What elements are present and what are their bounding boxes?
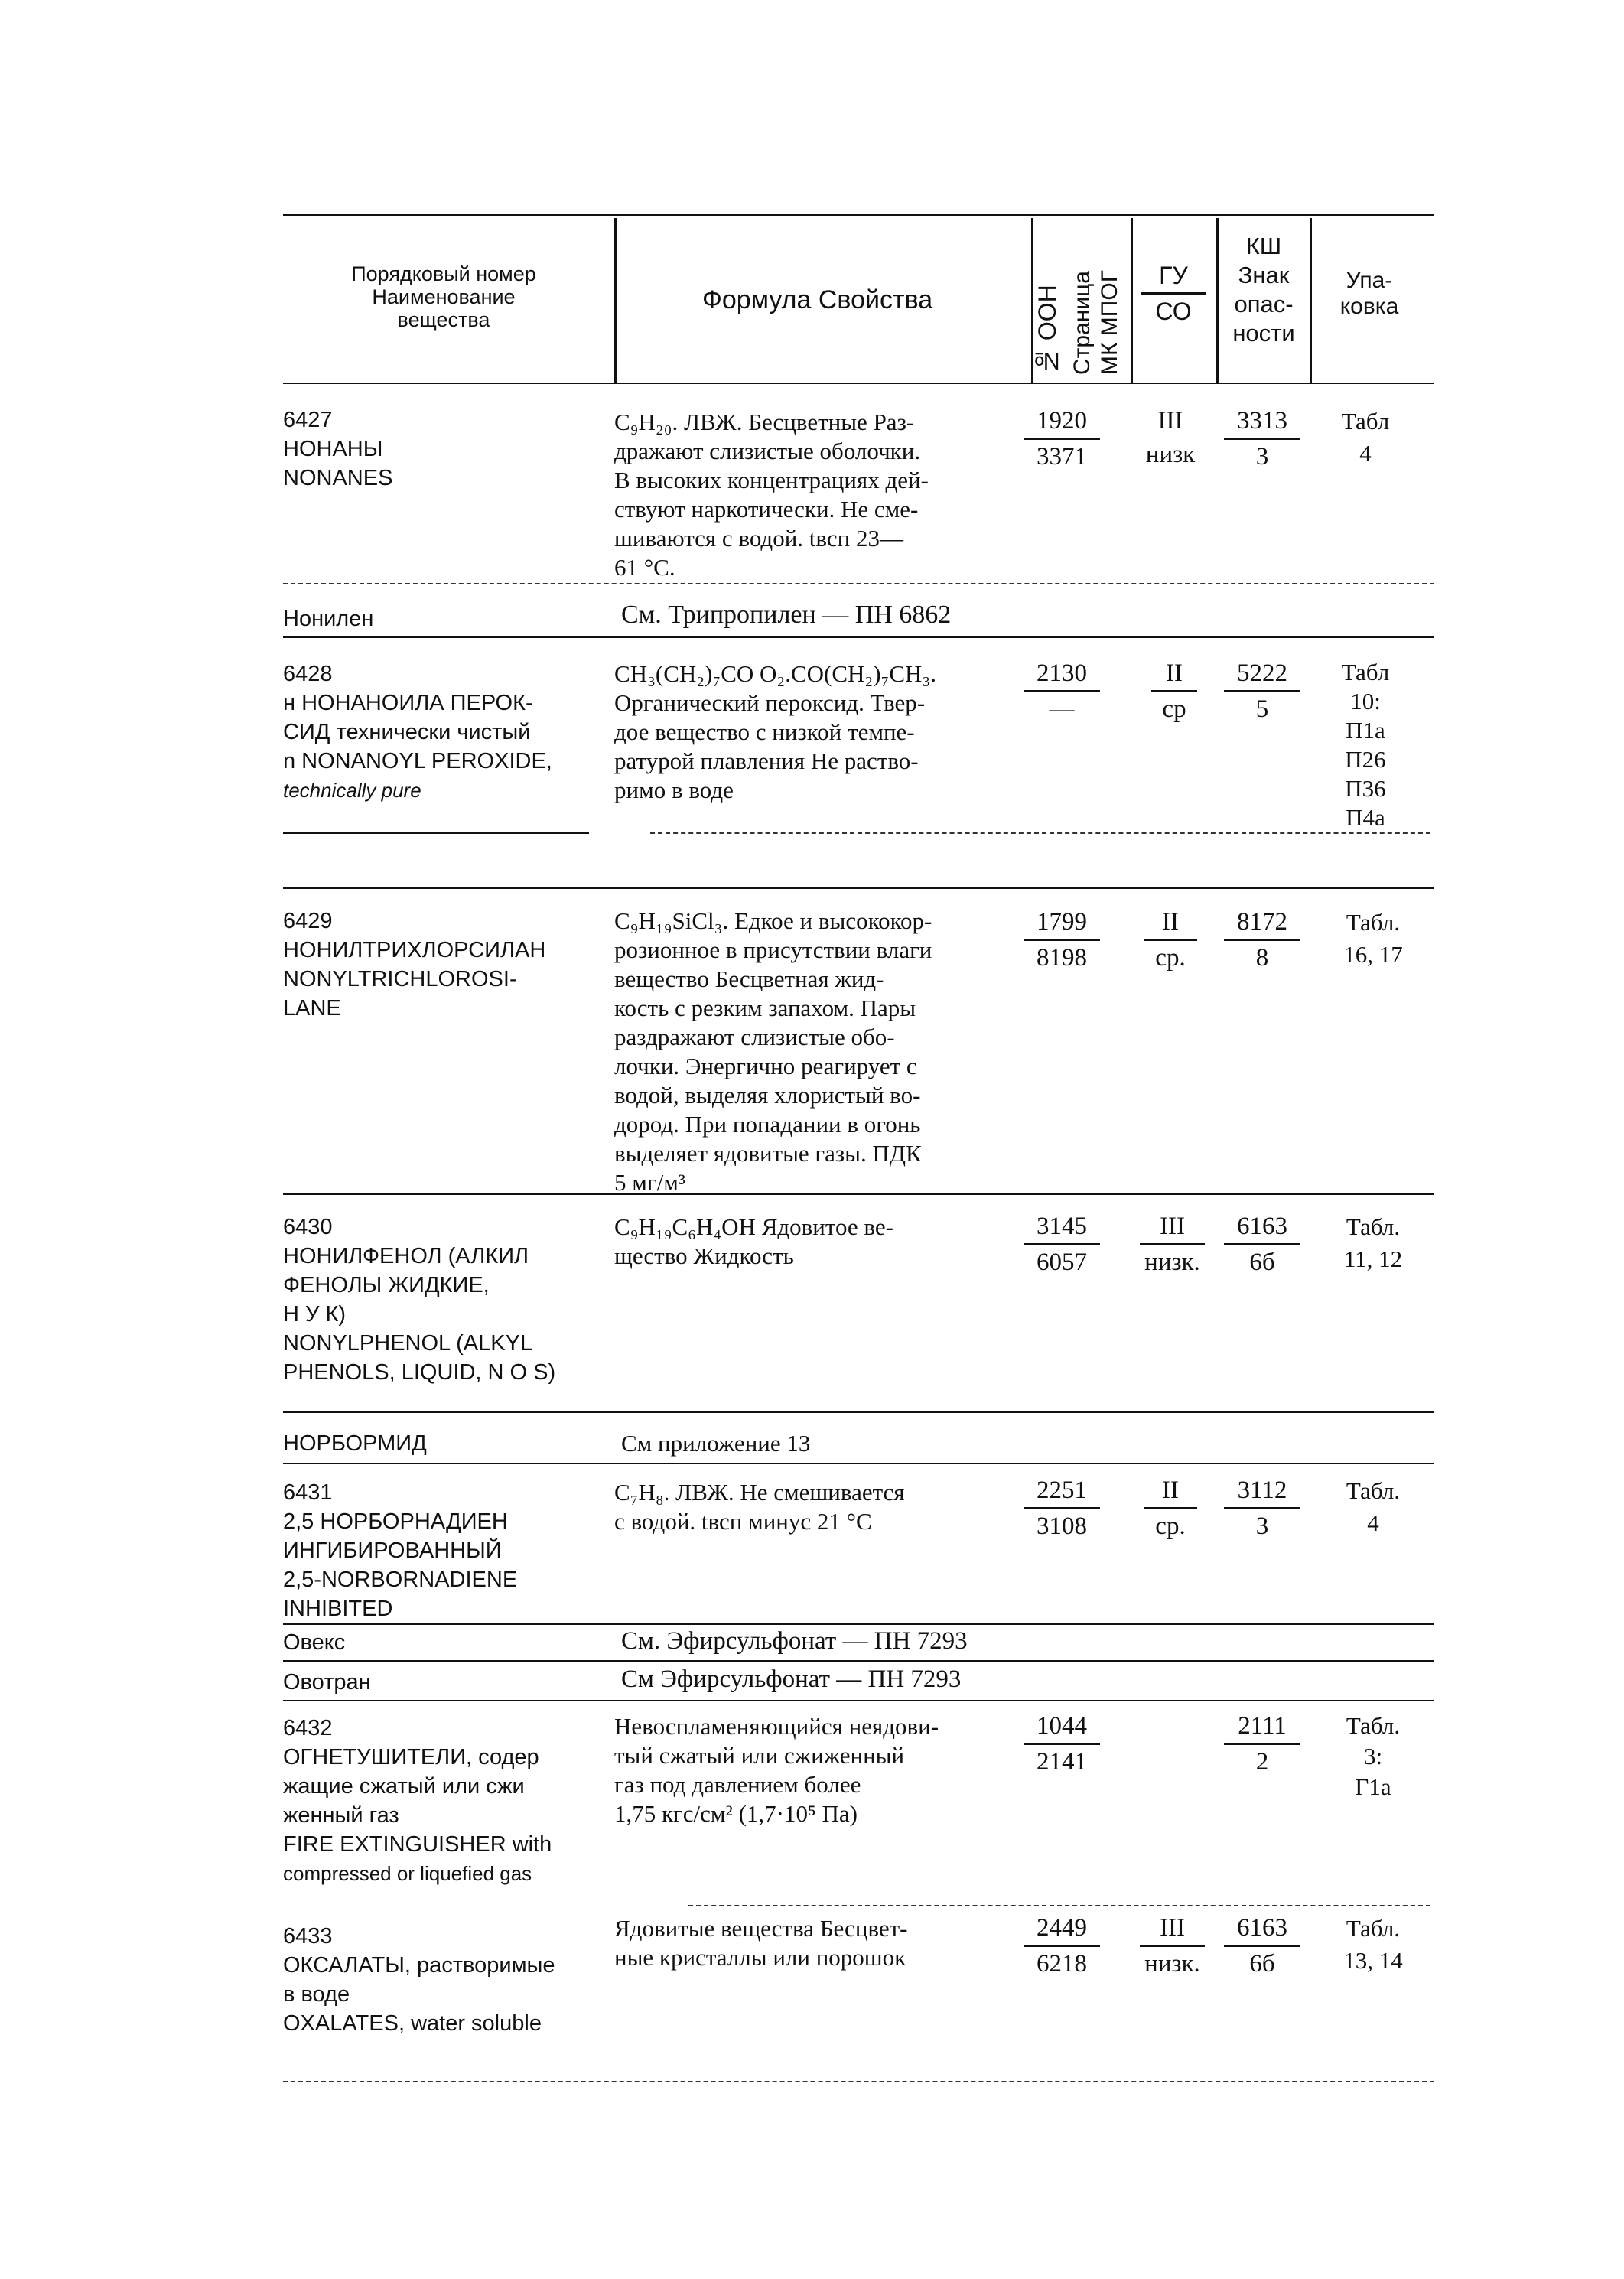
entry-6430-gu-co: III низк. [1140, 1211, 1205, 1278]
header-formula-column: Формула Свойства [702, 285, 933, 314]
entry-6428-packing: Табл 10: П1а П26 П36 П4а [1341, 659, 1390, 831]
entry-6433-name: 6433 ОКСАЛАТЫ, растворимые в воде OXALATES, water soluble [283, 1924, 555, 2036]
header-divider-3 [1131, 218, 1133, 383]
entry-6433-ksh-sign: 6163 6б [1224, 1913, 1300, 1979]
table-bottom-rule [283, 2081, 1434, 2082]
row-separator [283, 1411, 1434, 1413]
row-separator [283, 887, 1434, 889]
entry-6427-packing: Табл 4 [1341, 408, 1390, 467]
row-separator [283, 832, 589, 834]
entry-6428-gu-co: II ср [1151, 658, 1197, 724]
entry-6427-ksh-sign: $\frac{3313}{3}$ [1224, 405, 1300, 472]
entry-oveks-name: Овекс [283, 1630, 346, 1655]
entry-6429-gu-co: II ср. [1144, 907, 1197, 973]
row-separator [283, 1463, 1434, 1464]
entry-6430-properties: C₉H₁₉C₆H₄OH Ядовитое ве- щество Жидкость [614, 1213, 893, 1269]
header-page-line-1: Страница [1069, 271, 1095, 375]
entry-norbormid-name: НОРБОРМИД [283, 1431, 427, 1456]
entry-6431-gu-co: II ср. [1144, 1475, 1197, 1542]
row-separator [283, 1623, 1434, 1625]
entry-6433-properties: Ядовитые вещества Бесцвет- ные кристаллы или порошок [614, 1915, 908, 1971]
row-separator [283, 1700, 1434, 1701]
header-pack-column: Упа- ковка [1339, 268, 1399, 319]
header-bottom-rule [283, 383, 1434, 384]
entry-6428-ksh-sign: $\frac{5222}{5}$ [1224, 658, 1300, 724]
row-separator [283, 1660, 1434, 1662]
entry-6432-un-page: $\frac{1044}{2141}$ [1024, 1711, 1100, 1777]
entry-6431-packing: Табл. 4 [1346, 1477, 1401, 1536]
entry-6433-gu-co: III низк. [1140, 1913, 1205, 1979]
entry-6433-packing: Табл. 13, 14 [1343, 1915, 1403, 1974]
entry-nonilen-name: Нонилен [283, 607, 374, 631]
row-separator [283, 583, 1434, 584]
entry-6428-properties: CH₃(CH₂)₇CO O₂.CO(CH₂)₇CH₃. Органический пероксид. Твер- дое вещество с низкой темпе- ратурой плавления Не раство- римо в воде [614, 660, 936, 803]
entry-6431-name: 6431 2,5 НОРБОРНАДИЕН ИНГИБИРОВАННЫЙ 2,5-NORBORNADIENE INHIBITED [283, 1480, 518, 1621]
entry-6430-packing: Табл. 11, 12 [1343, 1213, 1403, 1272]
header-name-column: Порядковый номер Наименование вещества [351, 262, 536, 331]
header-un-number: № ООН [1033, 285, 1061, 375]
entry-6432-packing: Табл. 3: Г1а [1346, 1712, 1401, 1800]
entry-6430-name: 6430 НОНИЛФЕНОЛ (АЛКИЛ ФЕНОЛЫ ЖИДКИЕ, Н У К) NONYLPHENOL (ALKYL PHENOLS, LIQUID, N O S) [283, 1215, 556, 1385]
entry-6428-name: 6428 н НОНАНОИЛА ПЕРОК- СИД технически чистый n NONANOYL PEROXIDE, technically pure [283, 662, 552, 802]
entry-norbormid-reference: См приложение 13 [621, 1430, 811, 1457]
entry-ovotran-reference: См Эфирсульфонат — ПН 7293 [621, 1665, 962, 1693]
entry-6427-name: 6427 НОНАНЫ NONANES [283, 408, 393, 490]
entry-6431-properties: C₇H₈. ЛВЖ. Не смешивается с водой. tвсп минус 21 °С [614, 1479, 905, 1535]
entry-6429-properties: C₉H₁₉SiCl₃. Едкое и высококор- розионное в присутствии влаги вещество Бесцветная жид- кость с резким запахом. Пары раздражают слизистые обо- лочки. Энергично реагирует с водой, выделяя хлористый во- дород. При попадании в огонь выделяет ядовитые газы. ПДК 5 мг/м³ [614, 907, 932, 1196]
entry-6428-un-page: 2130 — [1024, 658, 1100, 724]
header-page-line-2: МК МПОГ [1097, 270, 1122, 375]
entry-6433-un-page: $\frac{2449}{6218}$ [1024, 1913, 1100, 1979]
header-gu-co: ГУ СО [1141, 260, 1206, 327]
row-separator [650, 832, 1430, 834]
entry-6429-name: 6429 НОНИЛТРИХЛОРСИЛАН NONYLTRICHLOROSI- LANE [283, 909, 546, 1021]
entry-6431-ksh-sign: $\frac{3112}{3}$ [1224, 1475, 1300, 1542]
entry-6427-properties: C₉H₂₀. ЛВЖ. Бесцветные Раз- дражают слизистые оболочки. В высоких концентрациях дей- ствуют наркотически. Не сме- шиваются с водой. tвсп 23— 61 °С. [614, 409, 929, 581]
entry-6430-ksh-sign: 6163 6б [1224, 1211, 1300, 1278]
entry-6429-un-page: $\frac{1799}{8198}$ [1024, 907, 1100, 973]
entry-6432-ksh-sign: $\frac{2111}{2}$ [1224, 1711, 1300, 1777]
row-separator [283, 636, 1434, 638]
row-separator [688, 1905, 1430, 1906]
entry-6432-name: 6432 ОГНЕТУШИТЕЛИ, содер жащие сжатый или сжи женный газ FIRE EXTINGUISHER with compressed or liquefied gas [283, 1716, 552, 1885]
entry-6430-un-page: $\frac{3145}{6057}$ [1024, 1211, 1100, 1278]
entry-6427-gu-co: III низк [1145, 407, 1196, 468]
header-ksh-column: КШ Знак опас- ности [1232, 233, 1295, 347]
entry-ovotran-name: Овотран [283, 1670, 371, 1695]
header-divider-4 [1216, 218, 1219, 383]
entry-6429-ksh-sign: $\frac{8172}{8}$ [1224, 907, 1300, 973]
row-separator [283, 1193, 1434, 1195]
entry-6429-packing: Табл. 16, 17 [1343, 909, 1403, 968]
header-divider-5 [1310, 218, 1312, 383]
entry-6427-un-page: $\frac{1920}{3371}$ [1024, 405, 1100, 472]
entry-6431-un-page: $\frac{2251}{3108}$ [1024, 1475, 1100, 1542]
entry-oveks-reference: См. Эфирсульфонат — ПН 7293 [621, 1627, 968, 1655]
header-top-rule [283, 214, 1434, 216]
entry-nonilen-reference: См. Трипропилен — ПН 6862 [621, 601, 952, 629]
entry-6432-properties: Невоспламеняющийся неядови- тый сжатый или сжиженный газ под давлением более 1,75 кгс/см² (1,7·10⁵ Па) [614, 1713, 939, 1827]
header-divider-1 [614, 218, 617, 383]
